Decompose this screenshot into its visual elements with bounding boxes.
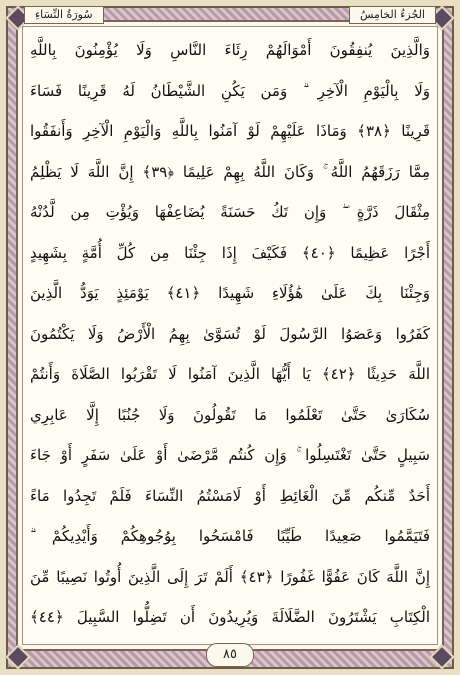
- page-footer: [0, 643, 460, 667]
- page-header: [24, 6, 436, 24]
- text-line-8: كَفَرُوا وَعَصَوُا الرَّسُولَ لَوْ تُسَوَّىٰ بِهِمُ الْأَرْضُ وَلَا يَكْتُمُونَ: [30, 324, 430, 343]
- surah-title: سُورَةُ النِّسَاءِ: [24, 6, 104, 24]
- text-line-11: سَبِيلٍ حَتَّىٰ تَغْتَسِلُوا ۚ وَإِن كُنتُم مَّرْضَىٰ أَوْ عَلَىٰ سَفَرٍ أَوْ جَاءَ: [30, 446, 430, 464]
- page-number: ٨٥: [206, 643, 254, 667]
- text-line-9: اللَّهَ حَدِيثًا ﴿٤٢﴾ يَا أَيُّهَا الَّذِينَ آمَنُوا لَا تَقْرَبُوا الصَّلَاةَ وَأَنتُمْ: [30, 365, 430, 383]
- text-line-7: وَجِئْنَا بِكَ عَلَىٰ هَٰؤُلَاءِ شَهِيدًا ﴿٤١﴾ يَوْمَئِذٍ يَوَدُّ الَّذِينَ: [30, 284, 430, 302]
- text-line-12: أَحَدٌ مِّنكُم مِّنَ الْغَائِطِ أَوْ لَامَسْتُمُ النِّسَاءَ فَلَمْ تَجِدُوا مَاءً: [30, 486, 430, 505]
- verse-text-block: [30, 30, 430, 639]
- text-line-5: مِثْقَالَ ذَرَّةٍ ۖ وَإِن تَكُ حَسَنَةً يُضَاعِفْهَا وَيُؤْتِ مِن لَّدُنْهُ: [30, 203, 430, 221]
- text-line-15: الْكِتَابِ يَشْتَرُونَ الضَّلَالَةَ وَيُرِيدُونَ أَن تَضِلُّوا السَّبِيلَ ﴿٤٤﴾: [30, 608, 430, 626]
- text-line-14: إِنَّ اللَّهَ كَانَ عَفُوًّا غَفُورًا ﴿٤٣﴾ أَلَمْ تَرَ إِلَى الَّذِينَ أُوتُوا نَصِيبًا مِّنَ: [30, 567, 430, 586]
- juz-title: الجُزءُ الخامِسُ: [349, 6, 436, 24]
- text-line-2: وَلَا بِالْيَوْمِ الْآخِرِ ۗ وَمَن يَكُنِ الشَّيْطَانُ لَهُ قَرِينًا فَسَاءَ: [30, 81, 430, 100]
- text-line-4: مِمَّا رَزَقَهُمُ اللَّهُ ۚ وَكَانَ اللَّهُ بِهِمْ عَلِيمًا ﴿٣٩﴾ إِنَّ اللَّهَ لَا يَظْلِمُ: [30, 162, 430, 181]
- text-line-6: أَجْرًا عَظِيمًا ﴿٤٠﴾ فَكَيْفَ إِذَا جِئْنَا مِن كُلِّ أُمَّةٍ بِشَهِيدٍ: [30, 243, 430, 262]
- text-line-3: قَرِينًا ﴿٣٨﴾ وَمَاذَا عَلَيْهِمْ لَوْ آمَنُوا بِاللَّهِ وَالْيَوْمِ الْآخِرِ وَأَنفَقُوا: [30, 122, 430, 140]
- text-line-1: وَالَّذِينَ يُنفِقُونَ أَمْوَالَهُمْ رِئَاءَ النَّاسِ وَلَا يُؤْمِنُونَ بِاللَّهِ: [30, 41, 430, 59]
- text-line-13: فَتَيَمَّمُوا صَعِيدًا طَيِّبًا فَامْسَحُوا بِوُجُوهِكُمْ وَأَيْدِيكُمْ ۗ: [30, 527, 430, 545]
- text-line-10: سُكَارَىٰ حَتَّىٰ تَعْلَمُوا مَا تَقُولُونَ وَلَا جُنُبًا إِلَّا عَابِرِي: [30, 405, 430, 424]
